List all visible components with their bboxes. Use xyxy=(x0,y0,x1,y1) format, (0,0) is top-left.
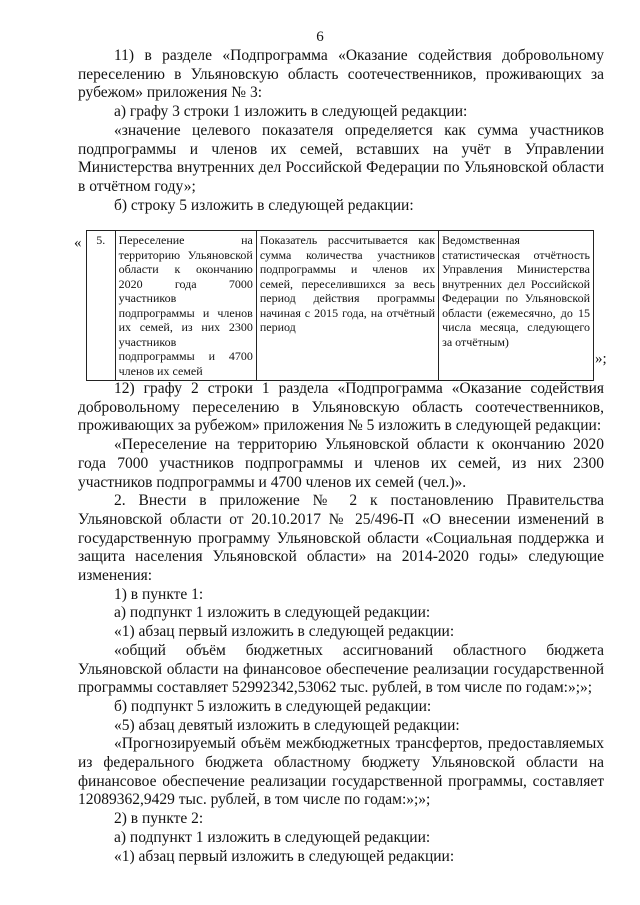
row-number: 5. xyxy=(87,231,116,381)
paragraph: б) строку 5 изложить в следующей редакции: xyxy=(114,196,414,214)
paragraph: «общий объём бюджетных ассигнований областного бюджета Ульяновской области на финансовое обеспечение реализации государственной программы составляет 52992342,53062 тыс. рублей, в том числе по годам:»;»; xyxy=(78,641,604,697)
source-cell: Ведомственная статистическая отчётность Управления Министерства внутренних дел Российской Федерации по Ульяновской области (ежемесячно, до 15 числа месяца, следующего за отчётным) xyxy=(439,231,594,381)
paragraph: «1) абзац первый изложить в следующей редакции: xyxy=(114,847,455,865)
paragraph: а) графу 3 строки 1 изложить в следующей редакции: xyxy=(114,103,468,121)
paragraph: «Прогнозируемый объём межбюджетных трансфертов, предоставляемых из федерального бюджета областному бюджету Ульяновской области на финансовое обеспечение реализации государственной программы, составляет 12089362,9429 тыс. рублей, в том числе по годам:»;»; xyxy=(78,735,604,809)
paragraph: «1) абзац первый изложить в следующей редакции: xyxy=(114,623,455,641)
paragraph: 11) в разделе «Подпрограмма «Оказание содействия добровольному переселению в Ульяновскую область соотечественников, проживающих за рубежом» приложения № 3: xyxy=(78,47,604,102)
paragraph: а) подпункт 1 изложить в следующей редакции: xyxy=(114,604,431,622)
text-top xyxy=(78,47,604,215)
paragraph: а) подпункт 1 изложить в следующей редакции: xyxy=(114,828,431,846)
paragraph: «Переселение на территорию Ульяновской области к окончанию 2020 года 7000 участников подпрограммы и членов их семей, из них 2300 участников подпрограммы и 4700 членов их семей (чел.)». xyxy=(78,436,604,491)
indicator-table xyxy=(86,230,594,381)
text-bottom xyxy=(78,380,604,866)
paragraph: 2) в пункте 2: xyxy=(114,810,204,828)
table-open-quote: « xyxy=(74,235,82,251)
paragraph: 12) графу 2 строки 1 раздела «Подпрограмма «Оказание содействия добровольному переселению в Ульяновскую область соотечественников, проживающих за рубежом» приложения № 5 изложить в следующей редакции: xyxy=(78,380,604,435)
table-close-quote: »; xyxy=(595,351,607,367)
paragraph: 1) в пункте 1: xyxy=(114,585,204,603)
table-row xyxy=(87,231,594,381)
indicator-cell: Переселение на территорию Ульяновской области к окончанию 2020 года 7000 участников подпрограммы и членов их семей, из них 2300 участников подпрограммы и 4700 членов их семей xyxy=(115,231,256,381)
paragraph: «значение целевого показателя определяется как сумма участников подпрограммы и членов их семей, вставших на учёт в Управлении Министерства внутренних дел Российской Федерации по Ульяновской области в отчётном году»; xyxy=(78,121,604,195)
paragraph: б) подпункт 5 изложить в следующей редакции: xyxy=(114,697,432,715)
paragraph: «5) абзац девятый изложить в следующей редакции: xyxy=(114,716,460,734)
page-number: 6 xyxy=(316,29,324,45)
calculation-cell: Показатель рассчитывается как сумма количества участников подпрограммы и членов их семей, переселившихся за весь период действия программы начиная с 2015 года, на отчётный период xyxy=(256,231,438,381)
paragraph: 2. Внести в приложение № 2 к постановлению Правительства Ульяновской области от 20.10.2017 № 25/496-П «О внесении изменений в государственную программу Ульяновской области «Социальная поддержка и защита населения Ульяновской области» на 2014-2020 годы» следующие изменения: xyxy=(78,492,604,585)
